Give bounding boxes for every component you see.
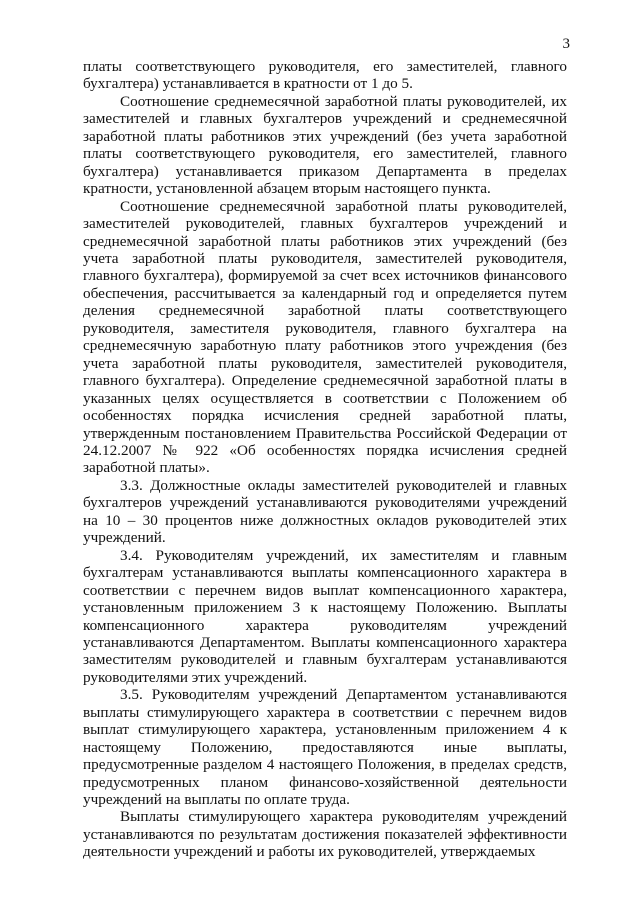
document-body [83, 58, 567, 861]
paragraph-salary-ratio-calculation: Соотношение среднемесячной заработной платы руководителей, заместителей руководителей, главных бухгалтеров учреждений и среднемесячной заработной платы работников этих учреждений (без учета заработной платы руководителя, заместителей руководителя, главного бухгалтера), формируемой за счет всех источников финансового обеспечения, рассчитывается за календарный год и определяется путем деления среднемесячной заработной платы соответствующего руководителя, заместителя руководителя, главного бухгалтера на среднемесячную заработную плату работников этого учреждения (без учета заработной платы руководителя, заместителей руководителя, главного бухгалтера). Определение среднемесячной заработной платы в указанных целях осуществляется в соответствии с Положением об особенностях порядка исчисления средней заработной платы, утвержденным постановлением Правительства Российской Федерации от 24.12.2007 № 922 «Об особенностях порядка исчисления средней заработной платы». [83, 197, 567, 477]
paragraph-3-3: 3.3. Должностные оклады заместителей руководителей и главных бухгалтеров учреждений устанавливаются руководителями учреждений на 10 – 30 процентов ниже должностных окладов руководителей этих учреждений. [83, 476, 567, 547]
paragraph-stimulating-payments: Выплаты стимулирующего характера руководителям учреждений устанавливаются по результатам достижения показателей эффективности деятельности учреждений и работы их руководителей, утверждаемых [83, 808, 567, 861]
paragraph-continuation: платы соответствующего руководителя, его заместителей, главного бухгалтера) устанавливается в кратности от 1 до 5. [83, 58, 567, 93]
paragraph-3-5: 3.5. Руководителям учреждений Департаментом устанавливаются выплаты стимулирующего характера в соответствии с перечнем видов выплат стимулирующего характера, установленным приложением 4 к настоящему Положению, предоставляются иные выплаты, предусмотренные разделом 4 настоящего Положения, в пределах средств, предусмотренных планом финансово-хозяйственной деятельности учреждений на выплаты по оплате труда. [83, 686, 567, 809]
paragraph-3-4: 3.4. Руководителям учреждений, их заместителям и главным бухгалтерам устанавливаются выплаты компенсационного характера в соответствии с перечнем видов выплат компенсационного характера, установленным приложением 3 к настоящему Положению. Выплаты компенсационного характера руководителям учреждений устанавливаются Департаментом. Выплаты компенсационного характера заместителям руководителей и главным бухгалтерам устанавливаются руководителями этих учреждений. [83, 546, 567, 686]
paragraph-salary-ratio-order: Соотношение среднемесячной заработной платы руководителей, их заместителей и главных бухгалтеров учреждений и среднемесячной заработной платы работников этих учреждений (без учета заработной платы соответствующего руководителя, его заместителей, главного бухгалтера) устанавливается приказом Департамента в пределах кратности, установленной абзацем вторым настоящего пункта. [83, 92, 567, 198]
page-number: 3 [562, 36, 570, 52]
